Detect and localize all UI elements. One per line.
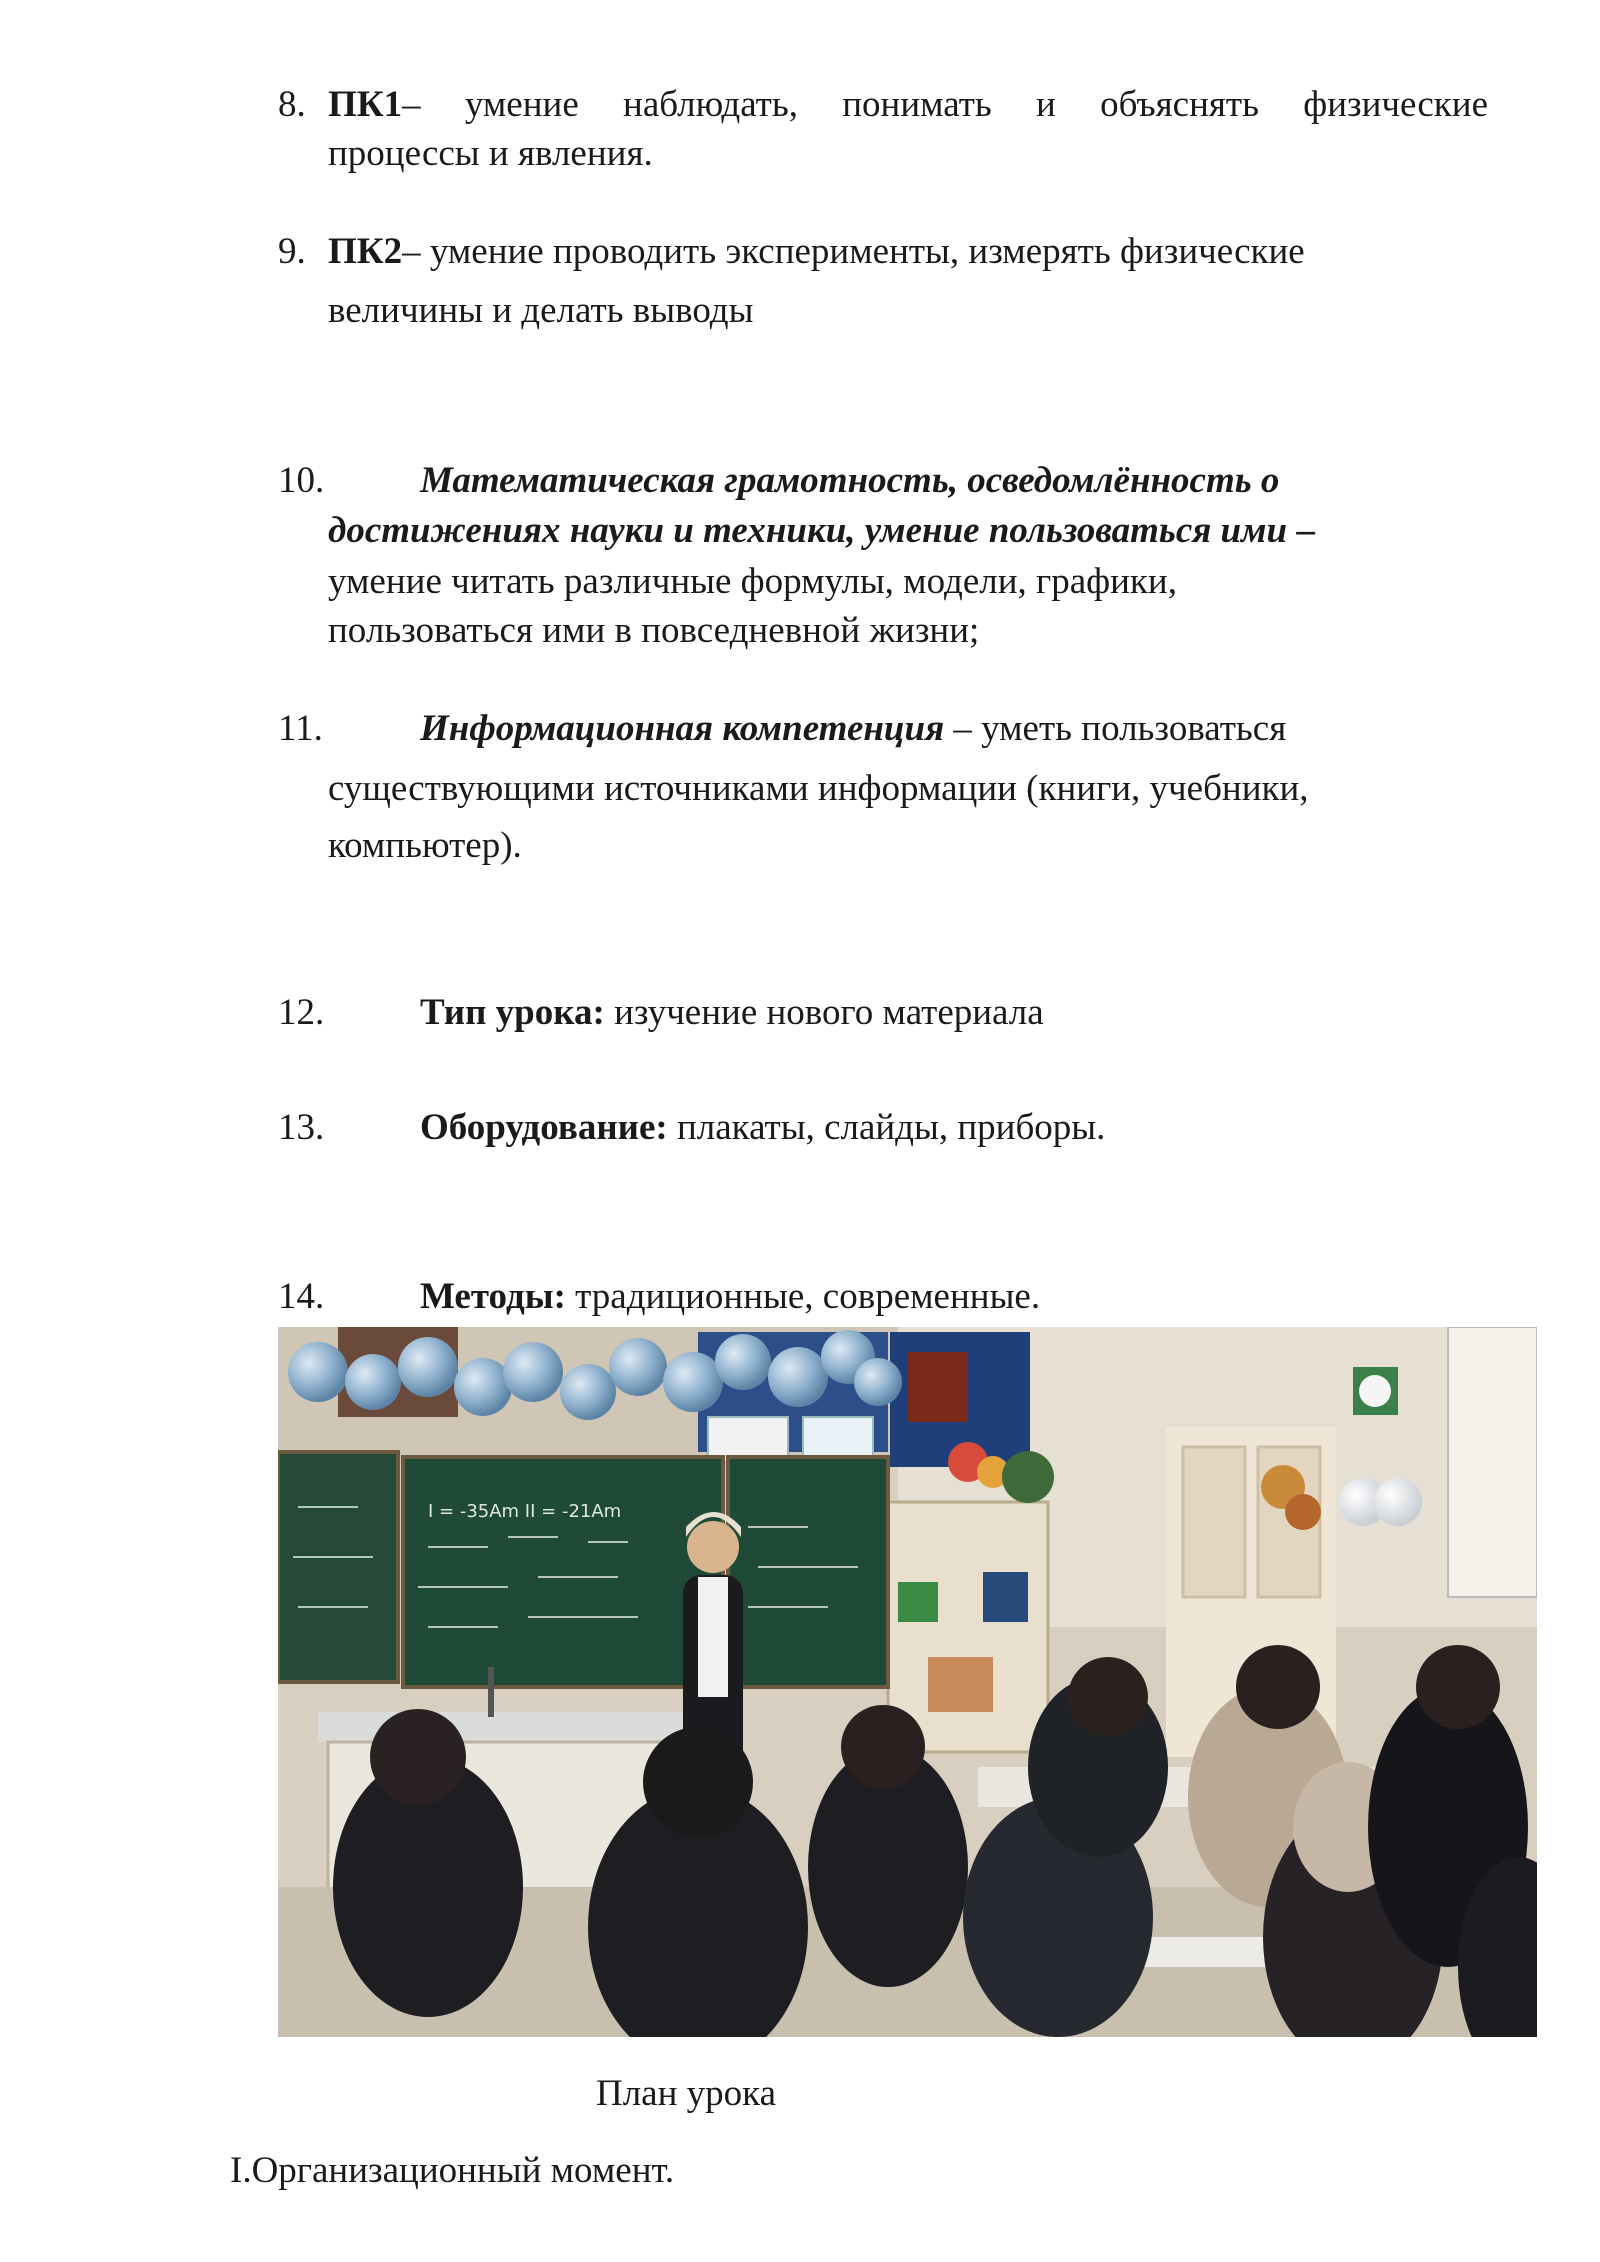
- board-formula: I = -35Am II = -21Am: [428, 1501, 622, 1522]
- item-10-dash: –: [1287, 510, 1315, 551]
- item-9-line-1: [328, 233, 1305, 270]
- item-8-line-1: [328, 86, 1488, 123]
- section-heading: I.Организационный момент.: [230, 2150, 675, 2191]
- item-11-number: 11.: [278, 708, 323, 749]
- item-10-line-1: Математическая грамотность, осведомлённость о: [420, 460, 1280, 501]
- item-11-line-2: существующими источниками информации (книги, учебники,: [328, 768, 1309, 809]
- item-11-line-3: компьютер).: [328, 825, 522, 866]
- item-11-line-1: [420, 710, 1286, 747]
- item-10-number: 10.: [278, 460, 325, 501]
- item-10-line-2: [328, 512, 1315, 549]
- item-10-line-4: пользоваться ими в повседневной жизни;: [328, 610, 980, 651]
- item-13-line: [420, 1109, 1105, 1146]
- item-12-term: Тип урока:: [420, 992, 605, 1033]
- item-11-text: – уметь пользоваться: [944, 708, 1287, 749]
- item-11-term: Информационная компетенция: [420, 708, 945, 749]
- item-9-line-2: величины и делать выводы: [328, 290, 754, 331]
- item-12-number: 12.: [278, 992, 325, 1033]
- item-9-text: – умение проводить эксперименты, измерять физические: [402, 231, 1305, 272]
- item-14-number: 14.: [278, 1276, 325, 1317]
- item-12-text: изучение нового материала: [604, 992, 1044, 1033]
- caption: План урока: [596, 2073, 776, 2114]
- item-9-term: ПК2: [328, 231, 403, 272]
- item-8-text: – умение наблюдать, понимать и объяснять физические: [402, 84, 1488, 125]
- item-14-line: [420, 1278, 1040, 1315]
- item-8-number: 8.: [278, 84, 306, 125]
- item-9-number: 9.: [278, 231, 306, 272]
- item-8-term: ПК1: [328, 84, 403, 125]
- item-14-text: традиционные, современные.: [565, 1276, 1041, 1317]
- item-13-term: Оборудование:: [420, 1107, 668, 1148]
- item-13-number: 13.: [278, 1107, 325, 1148]
- item-12-line: [420, 994, 1044, 1031]
- item-8-line-2: процессы и явления.: [328, 133, 653, 174]
- classroom-photo: [278, 1327, 1537, 2037]
- item-13-text: плакаты, слайды, приборы.: [667, 1107, 1106, 1148]
- item-14-term: Методы:: [420, 1276, 566, 1317]
- item-10-line-3: умение читать различные формулы, модели, графики,: [328, 561, 1177, 602]
- item-10-term: достижениях науки и техники, умение пользоваться ими: [328, 510, 1288, 551]
